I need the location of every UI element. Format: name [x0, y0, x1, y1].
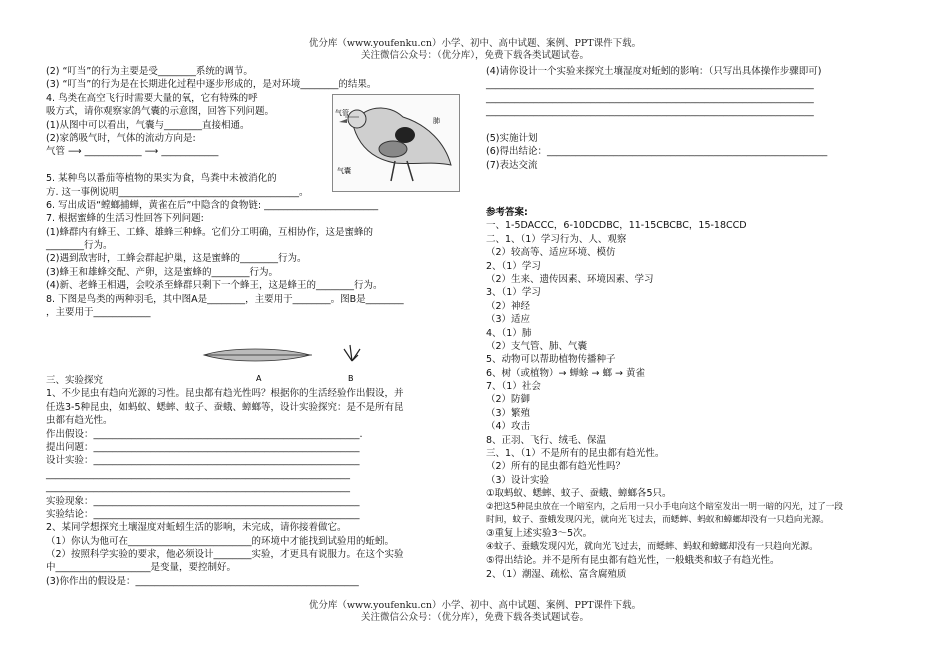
- answer-line: （2）防御: [486, 394, 531, 406]
- left-line: 实验结论：________________________________________________________: [46, 508, 360, 520]
- left-line: 6. 写出成语“螳螂捕蝉，黄雀在后”中隐含的食物链: ________________________: [46, 199, 379, 211]
- header-line1: 优分库（www.youfenku.cn）小学、初中、高中试题、案例、PPT课件下载。: [308, 38, 642, 49]
- left-line: 吸方式，请你观察家鸽气囊的示意图，回答下列问题。: [46, 106, 275, 118]
- left-line: (4)新、老蜂王相遇，会咬杀至蜂群只剩下一个蜂王，这是蜂王的________行为。: [46, 280, 383, 292]
- answer-line: ③重复上述实验3～5次。: [486, 528, 593, 540]
- answer-line: ⑤得出结论。并不是所有昆虫都有趋光性，一般蛾类和蚊子有趋光性。: [486, 555, 780, 567]
- right-line: _____________________________________________________________________: [486, 106, 814, 118]
- answer-line: 8、正羽、飞行、绒毛、保温: [486, 434, 607, 446]
- airsac-shape: [379, 141, 407, 157]
- page-footer: [0, 600, 950, 624]
- left-line: (3)你作出的假设是：_______________________________________________: [46, 575, 359, 587]
- left-line: 8. 下图是鸟类的两种羽毛，其中图A是________，主要用于________。图B是________: [46, 293, 404, 305]
- left-line: 实验现象：________________________________________________________: [46, 495, 360, 507]
- answers-title: 参考答案:: [486, 207, 528, 218]
- left-line: 7. 根据蜜蜂的生活习性回答下列问题:: [46, 213, 204, 225]
- right-line: _____________________________________________________________________: [486, 79, 814, 91]
- answer-line: （3）适应: [486, 314, 531, 326]
- left-line: 中____________________是变量，要控制好。: [46, 562, 237, 574]
- answer-line: （2）所有的昆虫都有趋光性吗？: [486, 461, 626, 473]
- feather-label-a: A: [256, 374, 262, 383]
- left-line: (2) “叮当”的行为主要是受________系统的调节。: [46, 66, 253, 77]
- answer-line: ②把这5种昆虫放在一个暗室内，之后用一只小手电向这个暗室发出一明一暗的闪光，过了一段: [486, 501, 843, 512]
- left-line: 作出假设：________________________________________________________.: [46, 428, 363, 440]
- pigeon-airsac-diagram: [332, 94, 460, 192]
- answer-line: 时间，蚊子、蚕蛾发现闪光，就向光飞过去，而蟋蟀、蚂蚁和蟑螂却没有一只趋向光源。: [486, 514, 830, 525]
- answer-line: （3）繁殖: [486, 407, 531, 419]
- answer-line: 一、1-5DACCC，6-10DCDBC，11-15CBCBC，15-18CCD: [486, 220, 747, 232]
- answer-line: （2）较高等、适应环境、模仿: [486, 247, 616, 259]
- answer-line: 6、树（或植物）→ 蝉蜍 → 螂 → 黄雀: [486, 367, 646, 379]
- left-line: 三、实验探究: [46, 375, 104, 386]
- left-line: （1）你认为他可在__________________________的环境中才能找到试验用的蚯蚓。: [46, 535, 395, 547]
- left-line: ________________________________________________________________: [46, 468, 350, 480]
- footer-line2: 关注微信公众号：（优分库），免费下载各类试题试卷。: [360, 612, 589, 623]
- label-trachea: 气管: [335, 109, 349, 117]
- answer-line: ①取蚂蚁、蟋蟀、蚊子、蚕蛾、蟑螂各5只。: [486, 488, 672, 500]
- page-header: [0, 38, 950, 62]
- label-airsac: 气囊: [337, 167, 351, 175]
- footer-line1: 优分库（www.youfenku.cn）小学、初中、高中试题、案例、PPT课件下载。: [308, 600, 642, 611]
- answer-line: （4）攻击: [486, 421, 531, 433]
- right-line: (6)得出结论：___________________________________________________________: [486, 146, 828, 158]
- right-line: (5)实施计划: [486, 132, 538, 144]
- feather-figure: [200, 341, 370, 385]
- left-line: （2）按照科学实验的要求，他必须设计________实验，才更具有说服力。在这个实验: [46, 549, 404, 561]
- left-line: (1)蜂群内有蜂王、工蜂、雄蜂三种蜂。它们分工明确，互相协作，这是蜜蜂的: [46, 226, 373, 238]
- left-line: (2)遇到敌害时，工蜂会群起护巢，这是蜜蜂的________行为。: [46, 253, 307, 265]
- answer-line: 5、动物可以帮助植物传播种子: [486, 354, 616, 366]
- answer-line: （2）支气管、肺、气囊: [486, 340, 588, 352]
- left-line: 方. 这一事例说明______________________________________。: [46, 186, 309, 198]
- feather-b-shape: [344, 345, 360, 361]
- left-line: 虫都有趋光性。: [46, 415, 113, 427]
- left-line: ________行为。: [46, 240, 113, 252]
- left-line: 5. 某种鸟以番茄等植物的果实为食，鸟粪中未被消化的: [46, 173, 277, 185]
- left-line: ________________________________________________________________: [46, 482, 350, 494]
- lung-shape: [395, 127, 415, 143]
- answer-line: （2）生来、遗传因素、环境因素、学习: [486, 273, 654, 285]
- right-column: [486, 65, 906, 172]
- right-line: _____________________________________________________________________: [486, 92, 814, 104]
- left-line: ，主要用于____________: [46, 307, 151, 319]
- right-line: (4)请你设计一个实验来探究土壤湿度对蚯蚓的影响：（只写出具体操作步骤即可): [486, 66, 822, 77]
- right-line: [486, 119, 906, 132]
- answer-line: （2）神经: [486, 300, 531, 312]
- left-line: 任选3-5种昆虫，如蚂蚁、蟋蟀、蚊子、蚕蛾、蟑螂等，设计实验探究：是不是所有昆: [46, 401, 404, 413]
- left-line: (2)家鸽吸气时，气体的流动方向是:: [46, 132, 196, 144]
- answer-line: 3、（1）学习: [486, 287, 541, 299]
- left-line: 气管 ⟶ ____________ ⟶ ____________: [46, 146, 219, 158]
- answer-line: （3）设计实验: [486, 474, 550, 486]
- answer-line: 7、（1）社会: [486, 381, 541, 393]
- answer-line: 二、1、（1）学习行为、人、观察: [486, 233, 627, 245]
- answer-line: 三、1、（1）不是所有的昆虫都有趋光性。: [486, 448, 665, 460]
- answer-line: 2、（1）学习: [486, 260, 541, 272]
- label-lung: 肺: [433, 117, 440, 125]
- answer-section: [486, 206, 906, 581]
- left-line: (3) “叮当”的行为是在长期进化过程中逐步形成的，是对环境________的结果。: [46, 79, 377, 91]
- left-line: 4. 鸟类在高空飞行时需要大量的氧，它有特殊的呼: [46, 92, 258, 104]
- left-line: 提出问题：________________________________________________________: [46, 441, 360, 453]
- answer-line: 4、（1）肺: [486, 327, 532, 339]
- header-line2: 关注微信公众号：（优分库），免费下载各类试题试卷。: [360, 50, 589, 61]
- left-line: (3)蜂王和雄蜂交配、产卵，这是蜜蜂的________行为。: [46, 266, 278, 278]
- feather-label-b: B: [348, 374, 354, 383]
- left-line: (1)从图中可以看出，气囊与________直接相通。: [46, 119, 250, 131]
- right-line: (7)表达交流: [486, 159, 538, 171]
- left-column-experiments: [46, 374, 466, 588]
- left-line: 2、某同学想探究土壤湿度对蚯蚓生活的影响，未完成，请你接着做它。: [46, 522, 347, 534]
- left-line: 1、不少昆虫有趋向光源的习性。昆虫都有趋光性吗？根据你的生活经验作出假设，并: [46, 388, 404, 400]
- left-line: 设计实验：________________________________________________________: [46, 455, 360, 467]
- answer-line: 2、（1）潮湿、疏松、富含腐殖质: [486, 568, 627, 580]
- answer-line: ④蚊子、蚕蛾发现闪光，就向光飞过去，而蟋蟀、蚂蚁和蟑螂却没有一只趋向光源。: [486, 541, 819, 552]
- pigeon-head: [348, 110, 366, 128]
